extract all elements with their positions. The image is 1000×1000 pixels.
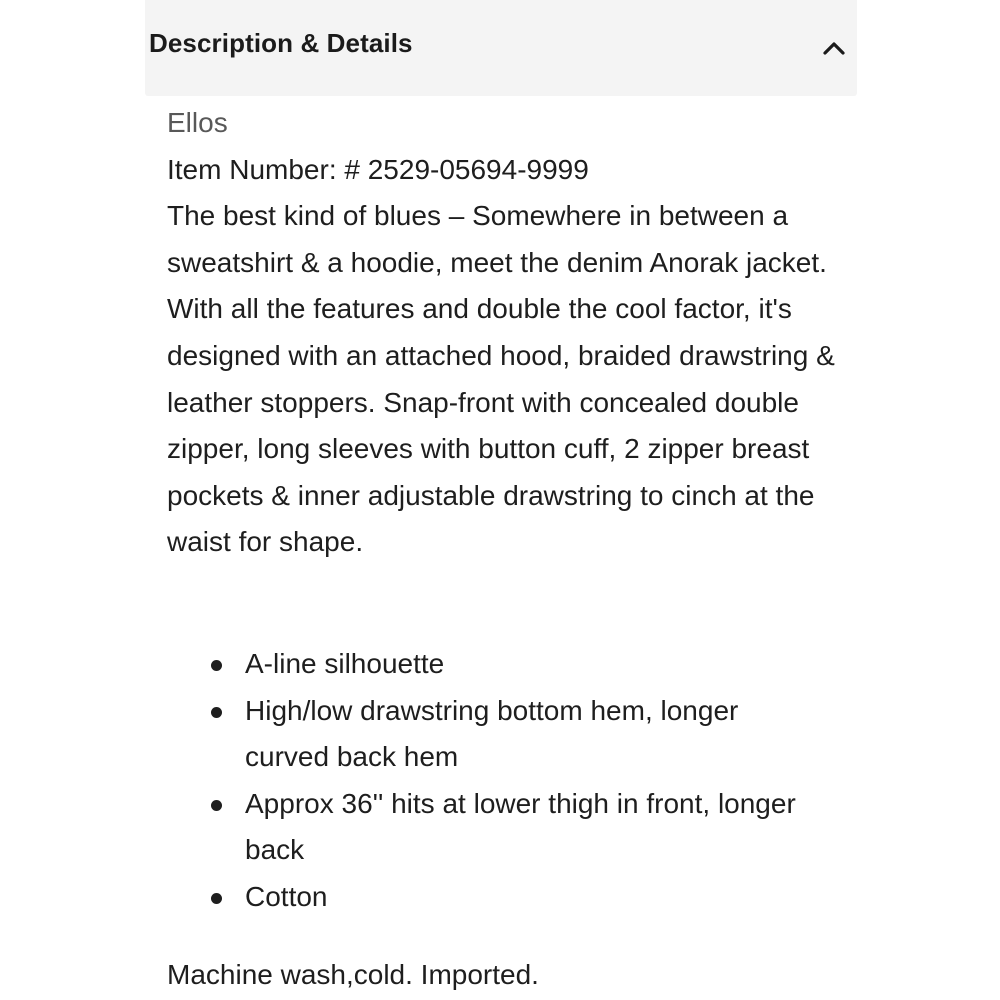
accordion-content [167, 100, 857, 990]
bullet-icon [211, 800, 222, 811]
bullet-icon [211, 660, 222, 671]
feature-item [167, 874, 805, 921]
description-details-panel [145, 0, 857, 1000]
description-details-accordion-header[interactable] [145, 0, 857, 96]
feature-list [167, 641, 857, 921]
feature-item [167, 781, 805, 874]
feature-item [167, 688, 805, 781]
accordion-title: Description & Details [149, 28, 413, 58]
item-number: Item Number: # 2529-05694-9999 [167, 153, 589, 185]
brand-name: Ellos [167, 107, 228, 138]
feature-text: A-line silhouette [245, 648, 445, 679]
chevron-up-icon[interactable] [821, 38, 847, 58]
bullet-icon [211, 893, 222, 904]
bullet-icon [211, 707, 222, 718]
feature-text: Approx 36'' hits at lower thigh in front, longer back [245, 787, 796, 866]
feature-item [167, 641, 805, 688]
product-description: The best kind of blues – Somewhere in between a sweatshirt & a hoodie, meet the denim Anorak jacket. With all the features and double the cool factor, it's designed with an attached hood, braided drawstring & leather stoppers. Snap-front with concealed double zipper, long sleeves with button cuff, 2 zipper breast pockets & inner adjustable drawstring to cinch at the waist for shape. [167, 200, 835, 558]
feature-text: High/low drawstring bottom hem, longer curved back hem [245, 694, 739, 773]
feature-text: Cotton [245, 880, 328, 912]
care-instructions: Machine wash,cold. Imported. [167, 959, 539, 990]
